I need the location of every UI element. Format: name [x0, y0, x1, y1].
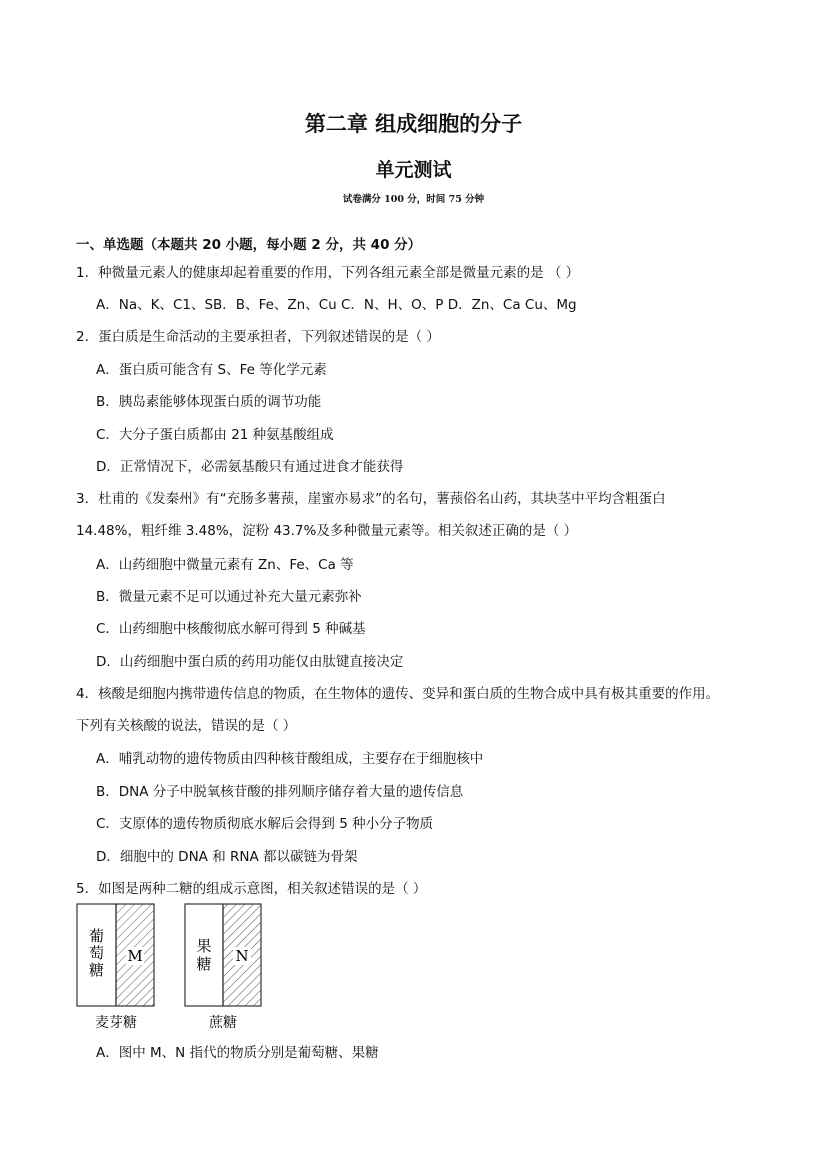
- maltose-box-char-2: 萄: [88, 944, 105, 962]
- question-3-stem-line1: 3．杜甫的《发秦州》有“充肠多薯蓣，崖蜜亦易求”的名句，薯蓣俗名山药，其块茎中平均含粗蛋白: [76, 491, 666, 507]
- question-4-stem-line1: 4．核酸是细胞内携带遗传信息的物质，在生物体的遗传、变异和蛋白质的生物合成中具有极其重要的作用。: [76, 686, 720, 702]
- maltose-box-char-3: 糖: [88, 961, 105, 979]
- sucrose-caption: 蔗糖: [209, 1015, 237, 1031]
- section-heading: 一、单选题（本题共 20 小题，每小题 2 分，共 40 分）: [76, 237, 422, 253]
- question-2-option-c: C．大分子蛋白质都由 21 种氨基酸组成: [96, 427, 334, 443]
- sucrose-diagram: [185, 904, 261, 1031]
- sucrose-box-char-1: 果: [196, 937, 212, 955]
- question-4-option-b: B．DNA 分子中脱氧核苷酸的排列顺序储存着大量的遗传信息: [96, 784, 464, 800]
- question-3-option-d: D．山药细胞中蛋白质的药用功能仅由肽键直接决定: [96, 654, 404, 670]
- question-4-stem-line2: 下列有关核酸的说法，错误的是（ ）: [76, 718, 297, 734]
- question-4-option-c: C．支原体的遗传物质彻底水解后会得到 5 种小分子物质: [96, 816, 434, 832]
- question-2-option-b: B．胰岛素能够体现蛋白质的调节功能: [96, 394, 322, 410]
- question-3-option-a: A．山药细胞中微量元素有 Zn、Fe、Ca 等: [96, 557, 354, 573]
- question-3-stem-line2: 14.48%，粗纤维 3.48%，淀粉 43.7%及多种微量元素等。相关叙述正确的是（ ）: [76, 523, 578, 539]
- maltose-box-char-1: 葡: [88, 927, 105, 945]
- question-3-option-c: C．山药细胞中核酸彻底水解可得到 5 种碱基: [96, 621, 366, 637]
- sucrose-label-n: N: [235, 947, 249, 965]
- question-5-stem: 5．如图是两种二糖的组成示意图，相关叙述错误的是（ ）: [76, 881, 427, 897]
- page-title: 第二章 组成细胞的分子: [304, 112, 523, 136]
- question-3-option-b: B．微量元素不足可以通过补充大量元素弥补: [96, 589, 362, 605]
- exam-note: 试卷满分 100 分，时间 75 分钟: [342, 194, 485, 205]
- maltose-diagram: [77, 904, 154, 1031]
- question-1-options: A．Na、K、C1、SB．B、Fe、Zn、Cu C．N、H、O、P D．Zn、Ca Cu、Mg: [96, 297, 577, 313]
- maltose-caption: 麦芽糖: [95, 1015, 137, 1031]
- disaccharide-diagram: [76, 903, 276, 1033]
- question-5-option-a: A．图中 M、N 指代的物质分别是葡萄糖、果糖: [96, 1045, 379, 1061]
- page-subtitle: 单元测试: [375, 159, 452, 181]
- question-2-option-d: D．正常情况下，必需氨基酸只有通过进食才能获得: [96, 459, 404, 475]
- maltose-label-m: M: [127, 947, 143, 965]
- question-4-option-d: D．细胞中的 DNA 和 RNA 都以碳链为骨架: [96, 849, 358, 865]
- question-2-option-a: A．蛋白质可能含有 S、Fe 等化学元素: [96, 362, 327, 378]
- question-4-option-a: A．哺乳动物的遗传物质由四种核苷酸组成，主要存在于细胞核中: [96, 751, 484, 767]
- question-2-stem: 2．蛋白质是生命活动的主要承担者，下列叙述错误的是（ ）: [76, 329, 440, 345]
- question-1-stem: 1．种微量元素人的健康却起着重要的作用，下列各组元素全部是微量元素的是 （ ）: [76, 265, 580, 281]
- sucrose-box-char-2: 糖: [196, 955, 212, 973]
